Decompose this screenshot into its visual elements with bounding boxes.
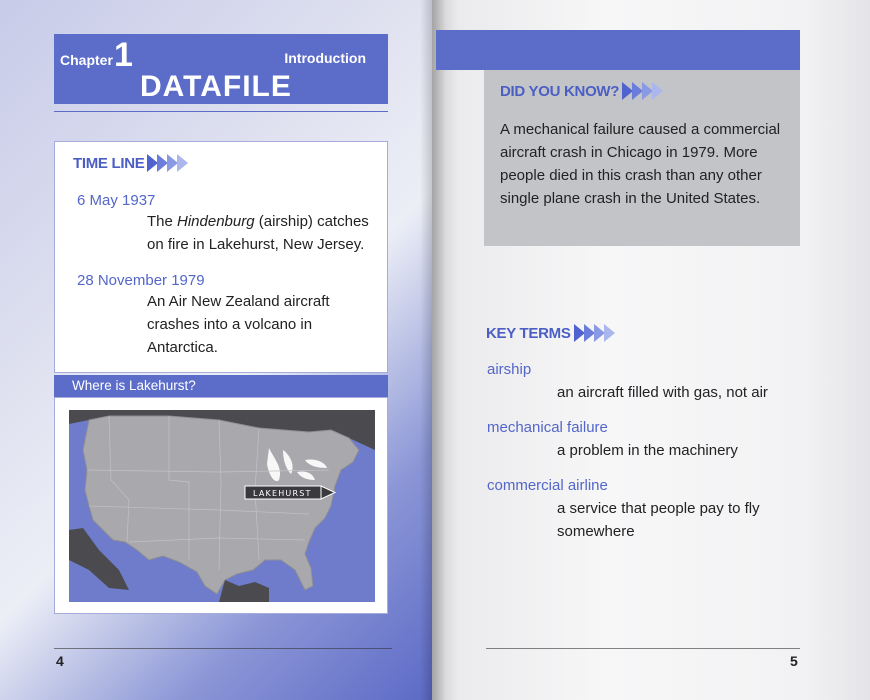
section-label: Introduction — [284, 50, 366, 66]
did-you-know-heading — [500, 82, 663, 100]
key-term-definition: an aircraft filled with gas, not air — [557, 384, 768, 401]
event-text-pre: The — [147, 213, 178, 230]
timeline-box — [54, 141, 388, 373]
map-heading: Where is Lakehurst? — [54, 375, 388, 397]
did-you-know-text: A mechanical failure caused a commercial aircraft crash in Chicago in 1979. More people died in this crash than any other single plane crash in the United States. — [500, 121, 781, 207]
footer-rule-left — [54, 648, 392, 649]
page-title: DATAFILE — [140, 70, 292, 103]
chapter-header — [54, 34, 388, 104]
chapter-number: 1 — [114, 36, 133, 74]
timeline-date: 6 May 1937 — [77, 192, 156, 209]
key-term: mechanical failure — [487, 419, 608, 436]
lakehurst-marker — [245, 486, 335, 499]
arrows-icon — [623, 82, 663, 100]
map-frame — [54, 397, 388, 614]
key-term: airship — [487, 361, 532, 378]
timeline-heading-text: TIME LINE — [73, 154, 145, 172]
key-term: commercial airline — [487, 477, 608, 494]
event-text-em: Hindenburg — [177, 213, 255, 230]
header-divider — [54, 111, 388, 112]
timeline-date: 28 November 1979 — [77, 272, 205, 289]
timeline-event-text — [147, 210, 383, 256]
usa-map — [69, 410, 375, 602]
arrows-icon — [575, 324, 615, 342]
event-text-post: (airship) catches on fire in Lakehurst, New Jersey. — [147, 213, 369, 253]
key-terms-heading — [486, 324, 615, 342]
chapter-label: Chapter — [60, 52, 113, 68]
right-header-bar — [436, 30, 800, 70]
timeline-event-text: An Air New Zealand aircraft crashes into a volcano in Antarctica. — [147, 293, 330, 356]
arrows-icon — [148, 154, 188, 172]
did-you-know-box — [484, 70, 800, 246]
key-term-definition: a problem in the machinery — [557, 442, 738, 459]
timeline-heading — [73, 154, 188, 172]
key-term-definition: a service that people pay to fly somewhere — [557, 500, 760, 540]
page-number-left: 4 — [56, 653, 64, 669]
page-number-right: 5 — [790, 653, 798, 669]
lakehurst-label: LAKEHURST — [253, 489, 312, 498]
footer-rule-right — [486, 648, 800, 649]
did-you-know-heading-text: DID YOU KNOW? — [500, 82, 620, 100]
key-terms-heading-text: KEY TERMS — [486, 324, 571, 342]
usa-map-graphic — [69, 410, 375, 602]
book-gutter — [420, 0, 446, 700]
